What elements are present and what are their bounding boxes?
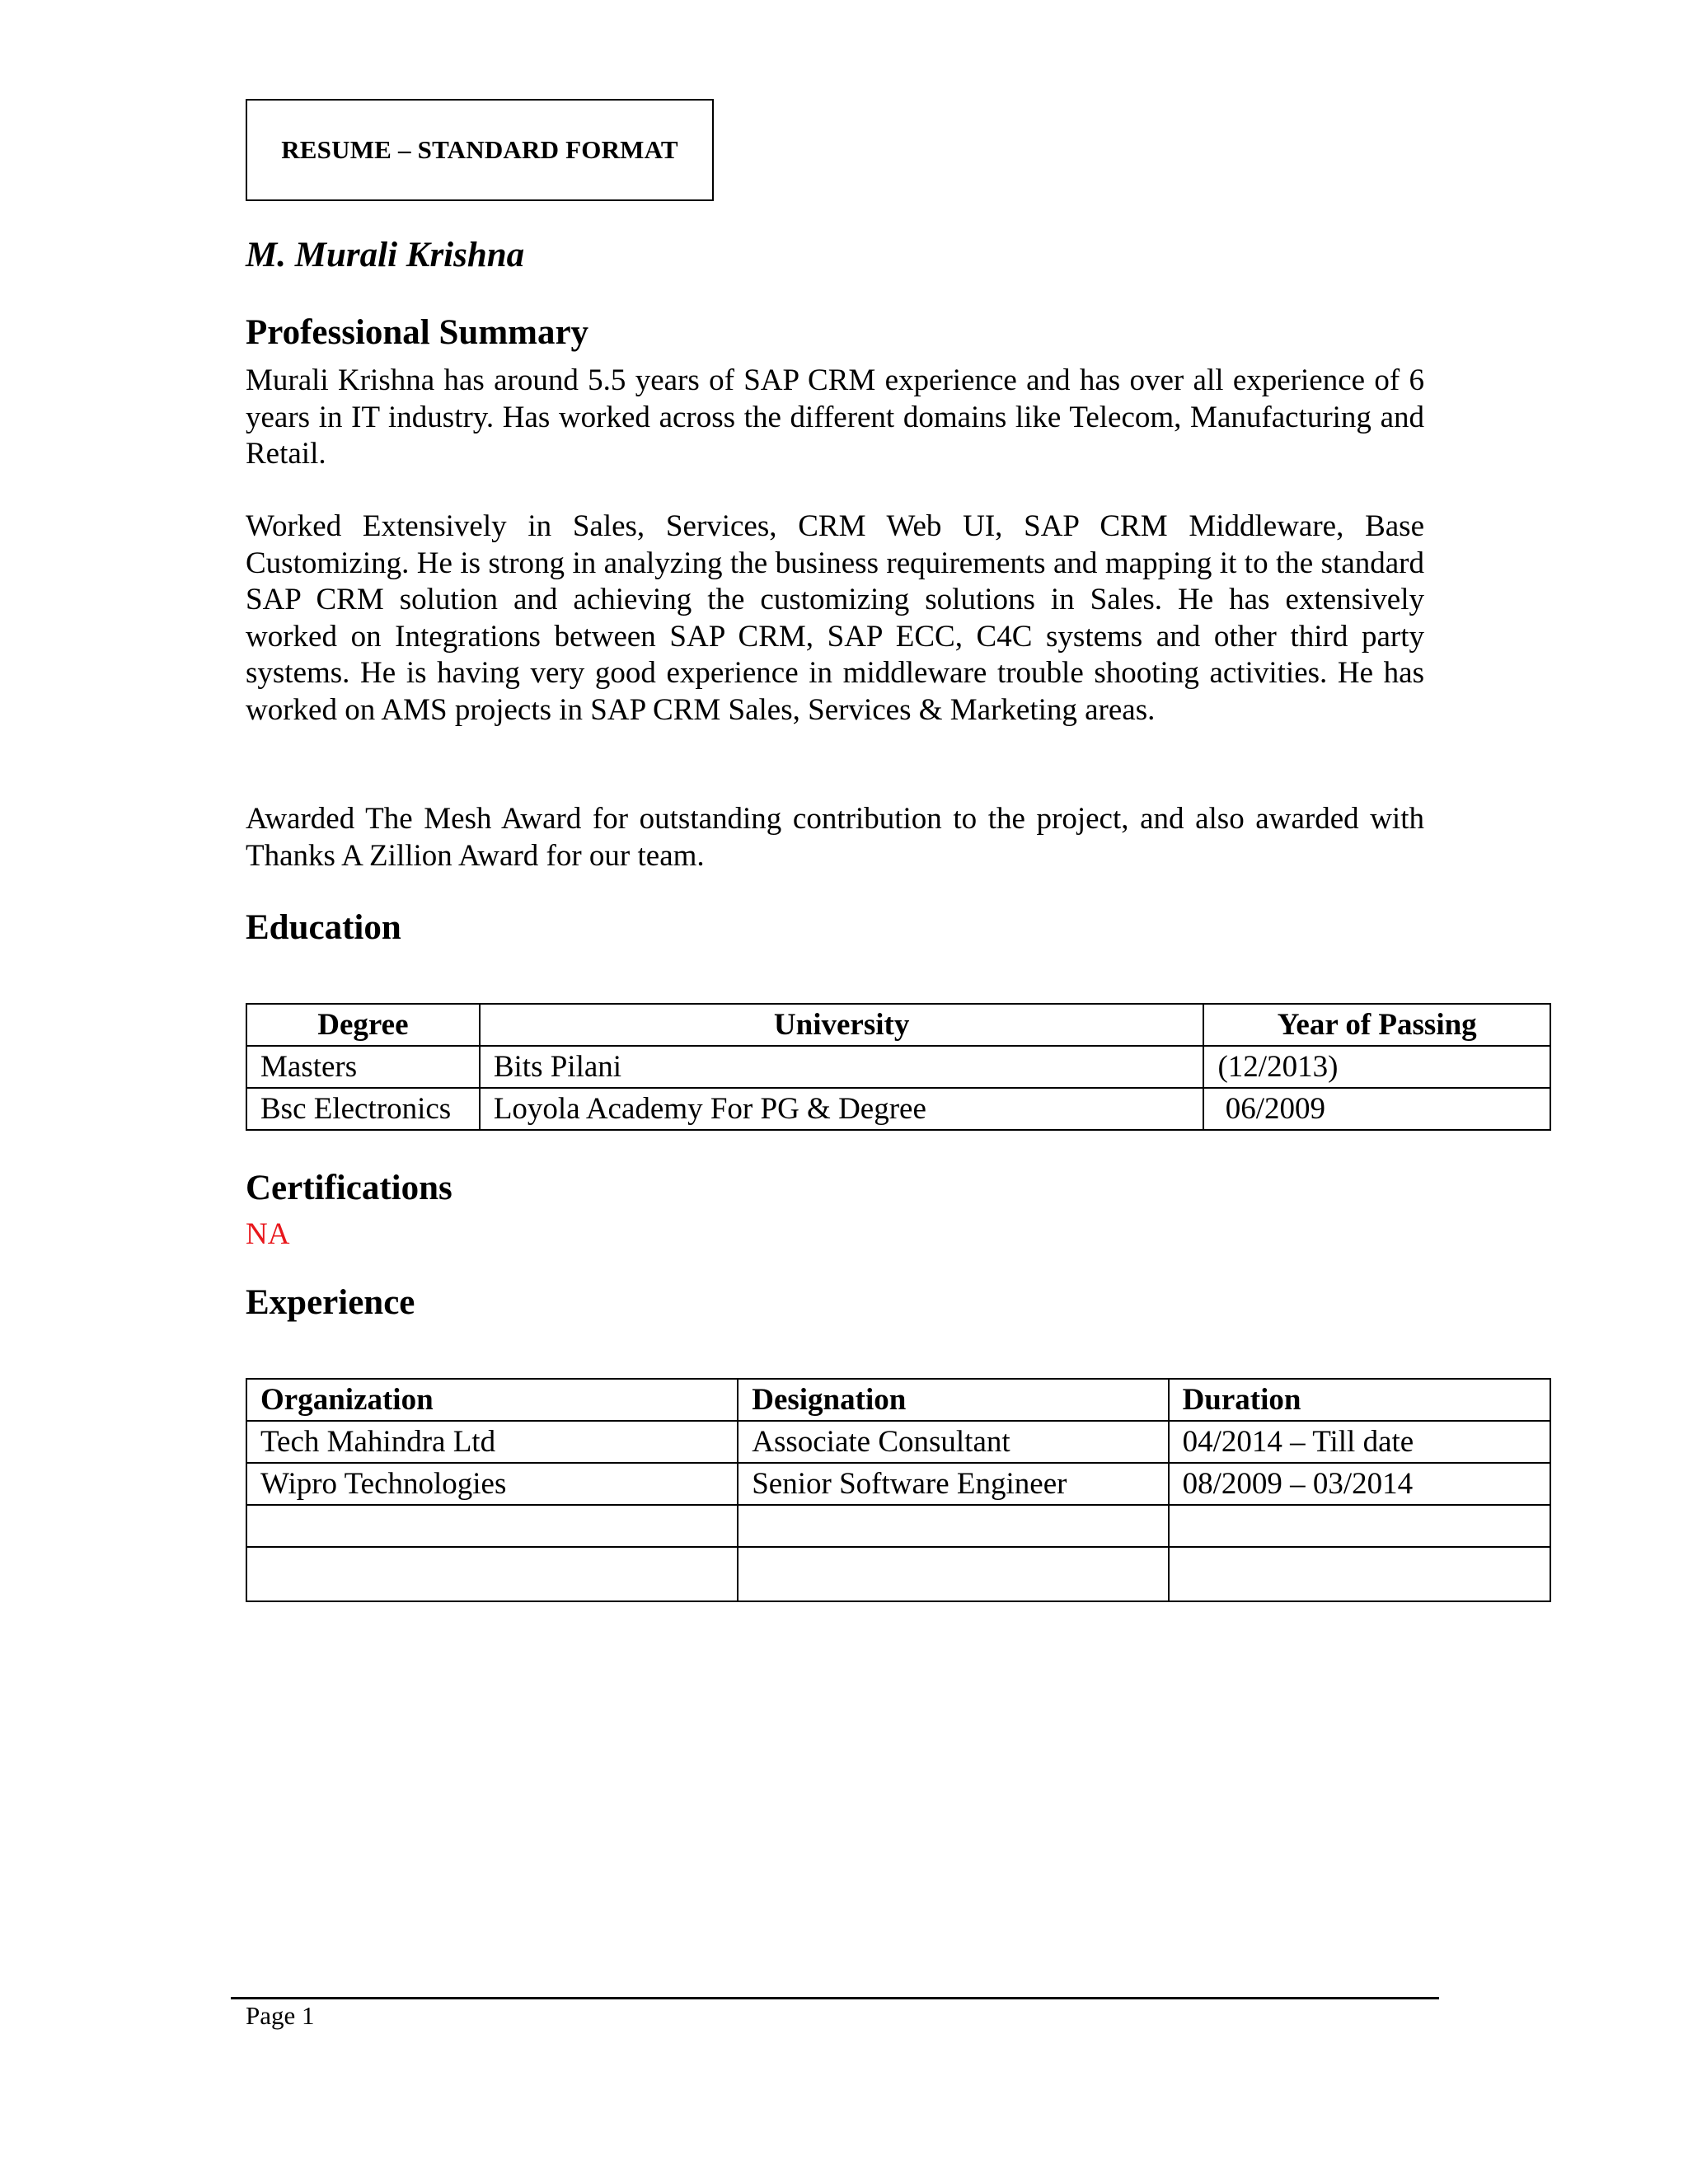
experience-header-designation: Designation xyxy=(738,1379,1168,1421)
education-title: Education xyxy=(246,908,401,947)
education-year-cell: 06/2009 xyxy=(1203,1088,1550,1130)
candidate-name: M. Murali Krishna xyxy=(246,236,525,274)
experience-duration-cell: 04/2014 – Till date xyxy=(1169,1421,1550,1463)
experience-organization-cell: Tech Mahindra Ltd xyxy=(246,1421,738,1463)
certifications-value: NA xyxy=(246,1217,290,1251)
summary-paragraph-2: Worked Extensively in Sales, Services, CRM Web UI, SAP CRM Middleware, Base Customizing. He is strong in analyzing the business requirements and mapping it to the standard SAP CRM solution and achieving the customizing solutions in Sales. He has extensively worked on Integrations between SAP CRM, SAP ECC, C4C systems and other third party systems. He is having very good experience in middleware trouble shooting activities. He has worked on AMS projects in SAP CRM Sales, Services & Marketing areas. xyxy=(246,509,1424,727)
table-row-empty xyxy=(246,1547,1550,1601)
summary-title: Professional Summary xyxy=(246,313,589,352)
education-header-degree: Degree xyxy=(246,1004,480,1046)
table-row xyxy=(246,1463,1550,1505)
education-year-cell: (12/2013) xyxy=(1203,1046,1550,1088)
education-degree-cell: Masters xyxy=(246,1046,480,1088)
experience-title: Experience xyxy=(246,1283,415,1322)
education-university-cell: Bits Pilani xyxy=(480,1046,1204,1088)
footer-divider xyxy=(231,1997,1439,1999)
experience-duration-cell: 08/2009 – 03/2014 xyxy=(1169,1463,1550,1505)
experience-organization-cell xyxy=(246,1547,738,1601)
experience-designation-cell: Associate Consultant xyxy=(738,1421,1168,1463)
experience-designation-cell xyxy=(738,1505,1168,1547)
education-header-year: Year of Passing xyxy=(1203,1004,1550,1046)
table-row xyxy=(246,1421,1550,1463)
summary-paragraph-3: Awarded The Mesh Award for outstanding contribution to the project, and also awarded with Thanks A Zillion Award for our team. xyxy=(246,802,1424,873)
table-row xyxy=(246,1046,1550,1088)
education-header-university: University xyxy=(480,1004,1204,1046)
format-label: RESUME – STANDARD FORMAT xyxy=(281,135,678,164)
experience-designation-cell: Senior Software Engineer xyxy=(738,1463,1168,1505)
education-header-row xyxy=(246,1004,1550,1046)
experience-organization-cell xyxy=(246,1505,738,1547)
education-table xyxy=(246,1003,1551,1131)
table-row-empty xyxy=(246,1505,1550,1547)
education-university-cell: Loyola Academy For PG & Degree xyxy=(480,1088,1204,1130)
experience-designation-cell xyxy=(738,1547,1168,1601)
summary-paragraph-1: Murali Krishna has around 5.5 years of SAP CRM experience and has over all experience of 6 years in IT industry. Has worked across the different domains like Telecom, Manufacturing and Retail. xyxy=(246,363,1424,471)
experience-header-row xyxy=(246,1379,1550,1421)
page-number: Page 1 xyxy=(246,2001,315,2030)
experience-duration-cell xyxy=(1169,1505,1550,1547)
education-degree-cell: Bsc Electronics xyxy=(246,1088,480,1130)
experience-duration-cell xyxy=(1169,1547,1550,1601)
experience-header-duration: Duration xyxy=(1169,1379,1550,1421)
format-label-box xyxy=(246,99,714,201)
table-row xyxy=(246,1088,1550,1130)
experience-header-organization: Organization xyxy=(246,1379,738,1421)
certifications-title: Certifications xyxy=(246,1169,452,1207)
experience-organization-cell: Wipro Technologies xyxy=(246,1463,738,1505)
experience-table xyxy=(246,1378,1551,1602)
